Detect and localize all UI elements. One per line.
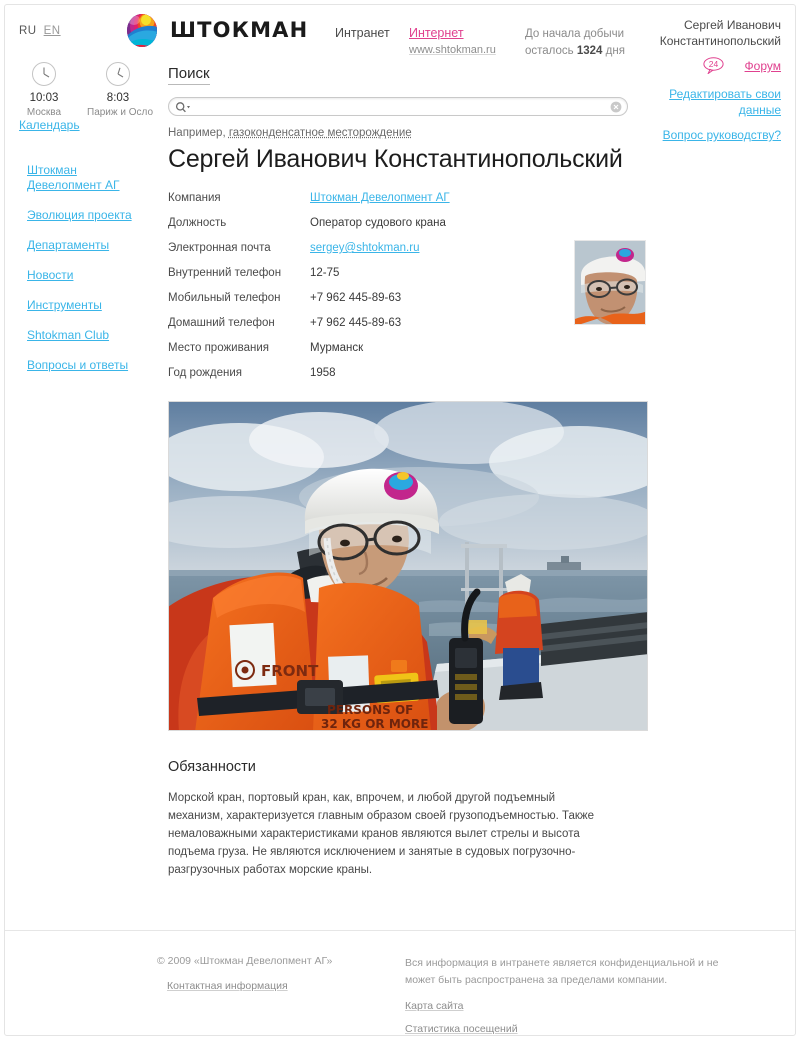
detail-label: Мобильный телефон [168,292,281,304]
detail-label: Электронная почта [168,242,271,254]
sidebar-item-tools[interactable]: Инструменты [27,298,102,312]
avatar [574,240,646,325]
footer-confidentiality-note: Вся информация в интранете является конфиденциальной и не может быть распространена за пределами компании. [405,957,719,986]
detail-row-email [168,242,768,254]
main-content [168,145,768,891]
search-box[interactable] [168,97,628,116]
svg-text:PERSONS OF: PERSONS OF [327,703,414,717]
user-name: Сергей Иванович Константинопольский [659,18,781,48]
detail-value-home-phone: +7 962 445-89-63 [310,317,402,329]
detail-row-internal-phone [168,267,768,279]
nav-internet-url[interactable]: www.shtokman.ru [409,44,496,56]
search-icon[interactable] [175,101,191,117]
world-clocks [19,61,154,118]
detail-label: Внутренний телефон [168,267,282,279]
forum-row [651,59,781,77]
worker-deck-photo [169,402,648,731]
detail-row-company [168,192,768,204]
detail-row-birth-year [168,367,768,379]
svg-text:32 KG OR MORE: 32 KG OR MORE [321,717,429,731]
avatar-photo [575,241,646,325]
countdown-days: 1324 [576,45,603,57]
contact-info-link[interactable]: Контактная информация [167,980,288,992]
site-logo[interactable] [123,11,308,49]
footer-copyright: © 2009 «Штокман Девелопмент АГ» [157,955,333,967]
duties-text: Морской кран, портовый кран, как, впрочем, и любой другой подъемный механизм, характеризуется главным образом своей грузоподъемностью. Также немаловажными характеристиками кранов являются вылет стрелы и высота подъема груза. Не являются исключением и занятые в судовых погрузочно-разгрузочных работах морские краны. [168,792,594,876]
search-title: Поиск [168,65,210,85]
production-countdown [525,26,650,60]
clear-icon[interactable] [610,101,622,113]
detail-row-residence [168,342,768,354]
detail-value-company[interactable]: Штокман Девелопмент АГ [310,192,450,204]
forum-count-value: 24 [708,59,719,69]
search-example [168,127,628,139]
clock-icon [105,61,131,87]
detail-value-birth-year: 1958 [310,367,336,379]
edit-profile-link[interactable]: Редактировать свои данные [669,87,781,117]
sidebar-item-departments[interactable]: Департаменты [27,238,110,252]
nav-intranet[interactable]: Интранет [335,26,390,40]
calendar-link[interactable]: Календарь [19,118,80,132]
forum-link[interactable]: Форум [744,59,781,73]
detail-label: Год рождения [168,367,242,379]
footer-left [157,955,387,992]
clock-time: 10:03 [29,92,59,104]
logo-wordmark: ШТОКМАН [170,18,309,42]
sitemap-link[interactable]: Карта сайта [405,1000,464,1012]
nav-internet[interactable]: Интернет [409,26,464,40]
search-example-link[interactable]: газоконденсатное месторождение [228,127,412,139]
lang-en[interactable]: EN [43,25,61,37]
profile-details [168,192,768,379]
detail-value-residence: Мурманск [310,342,364,354]
search-area [168,65,628,139]
clock-city: Париж и Осло [87,107,154,118]
sidebar-item-shtokman-club[interactable]: Shtokman Club [27,328,110,342]
user-panel [651,17,781,143]
detail-label: Домашний телефон [168,317,275,329]
language-switcher[interactable] [19,25,68,37]
visit-statistics-link[interactable]: Статистика посещений [405,1023,518,1035]
clock-time: 8:03 [106,92,130,104]
detail-value-position: Оператор судового крана [310,217,446,229]
sidebar-item-shtokman-development[interactable]: Штокман Девелопмент АГ [27,163,120,192]
detail-value-mobile-phone: +7 962 445-89-63 [310,292,402,304]
sidebar-nav [27,163,147,388]
detail-label: Должность [168,217,227,229]
countdown-line1: До начала добычи [525,28,625,40]
detail-value-email[interactable]: sergey@shtokman.ru [310,242,420,254]
clock-icon [31,61,57,87]
page-footer [5,930,795,1035]
sidebar-item-news[interactable]: Новости [27,268,74,282]
detail-row-position [168,217,768,229]
lang-ru[interactable]: RU [19,25,37,37]
shtokman-logo-icon [123,11,161,49]
magnifier-icon [175,101,191,114]
detail-value-internal-phone: 12-75 [310,267,340,279]
svg-text:FRONT: FRONT [261,662,319,680]
sidebar-item-project-evolution[interactable]: Эволюция проекта [27,208,132,222]
clock-city: Москва [26,107,62,118]
nav-internet-group [409,26,496,56]
countdown-prefix: осталось [525,45,577,57]
sidebar-item-faq[interactable]: Вопросы и ответы [27,358,129,372]
detail-row-mobile-phone [168,292,768,304]
detail-label: Компания [168,192,221,204]
hero-photo [168,401,648,731]
ask-management-link[interactable]: Вопрос руководству? [662,128,781,142]
page-title: Сергей Иванович Константинопольский [168,145,623,173]
page-frame [4,4,796,1036]
forum-count-badge[interactable] [703,57,724,74]
clock-paris-oslo [87,61,154,118]
detail-row-home-phone [168,317,768,329]
search-input[interactable] [195,99,595,114]
clock-moscow [19,61,69,118]
footer-right [405,955,745,1035]
duties-title: Обязанности [168,759,256,775]
clear-circle-icon [610,101,622,113]
detail-label: Место проживания [168,342,269,354]
countdown-suffix: дня [602,45,625,57]
search-example-prefix: Например, [168,127,229,139]
